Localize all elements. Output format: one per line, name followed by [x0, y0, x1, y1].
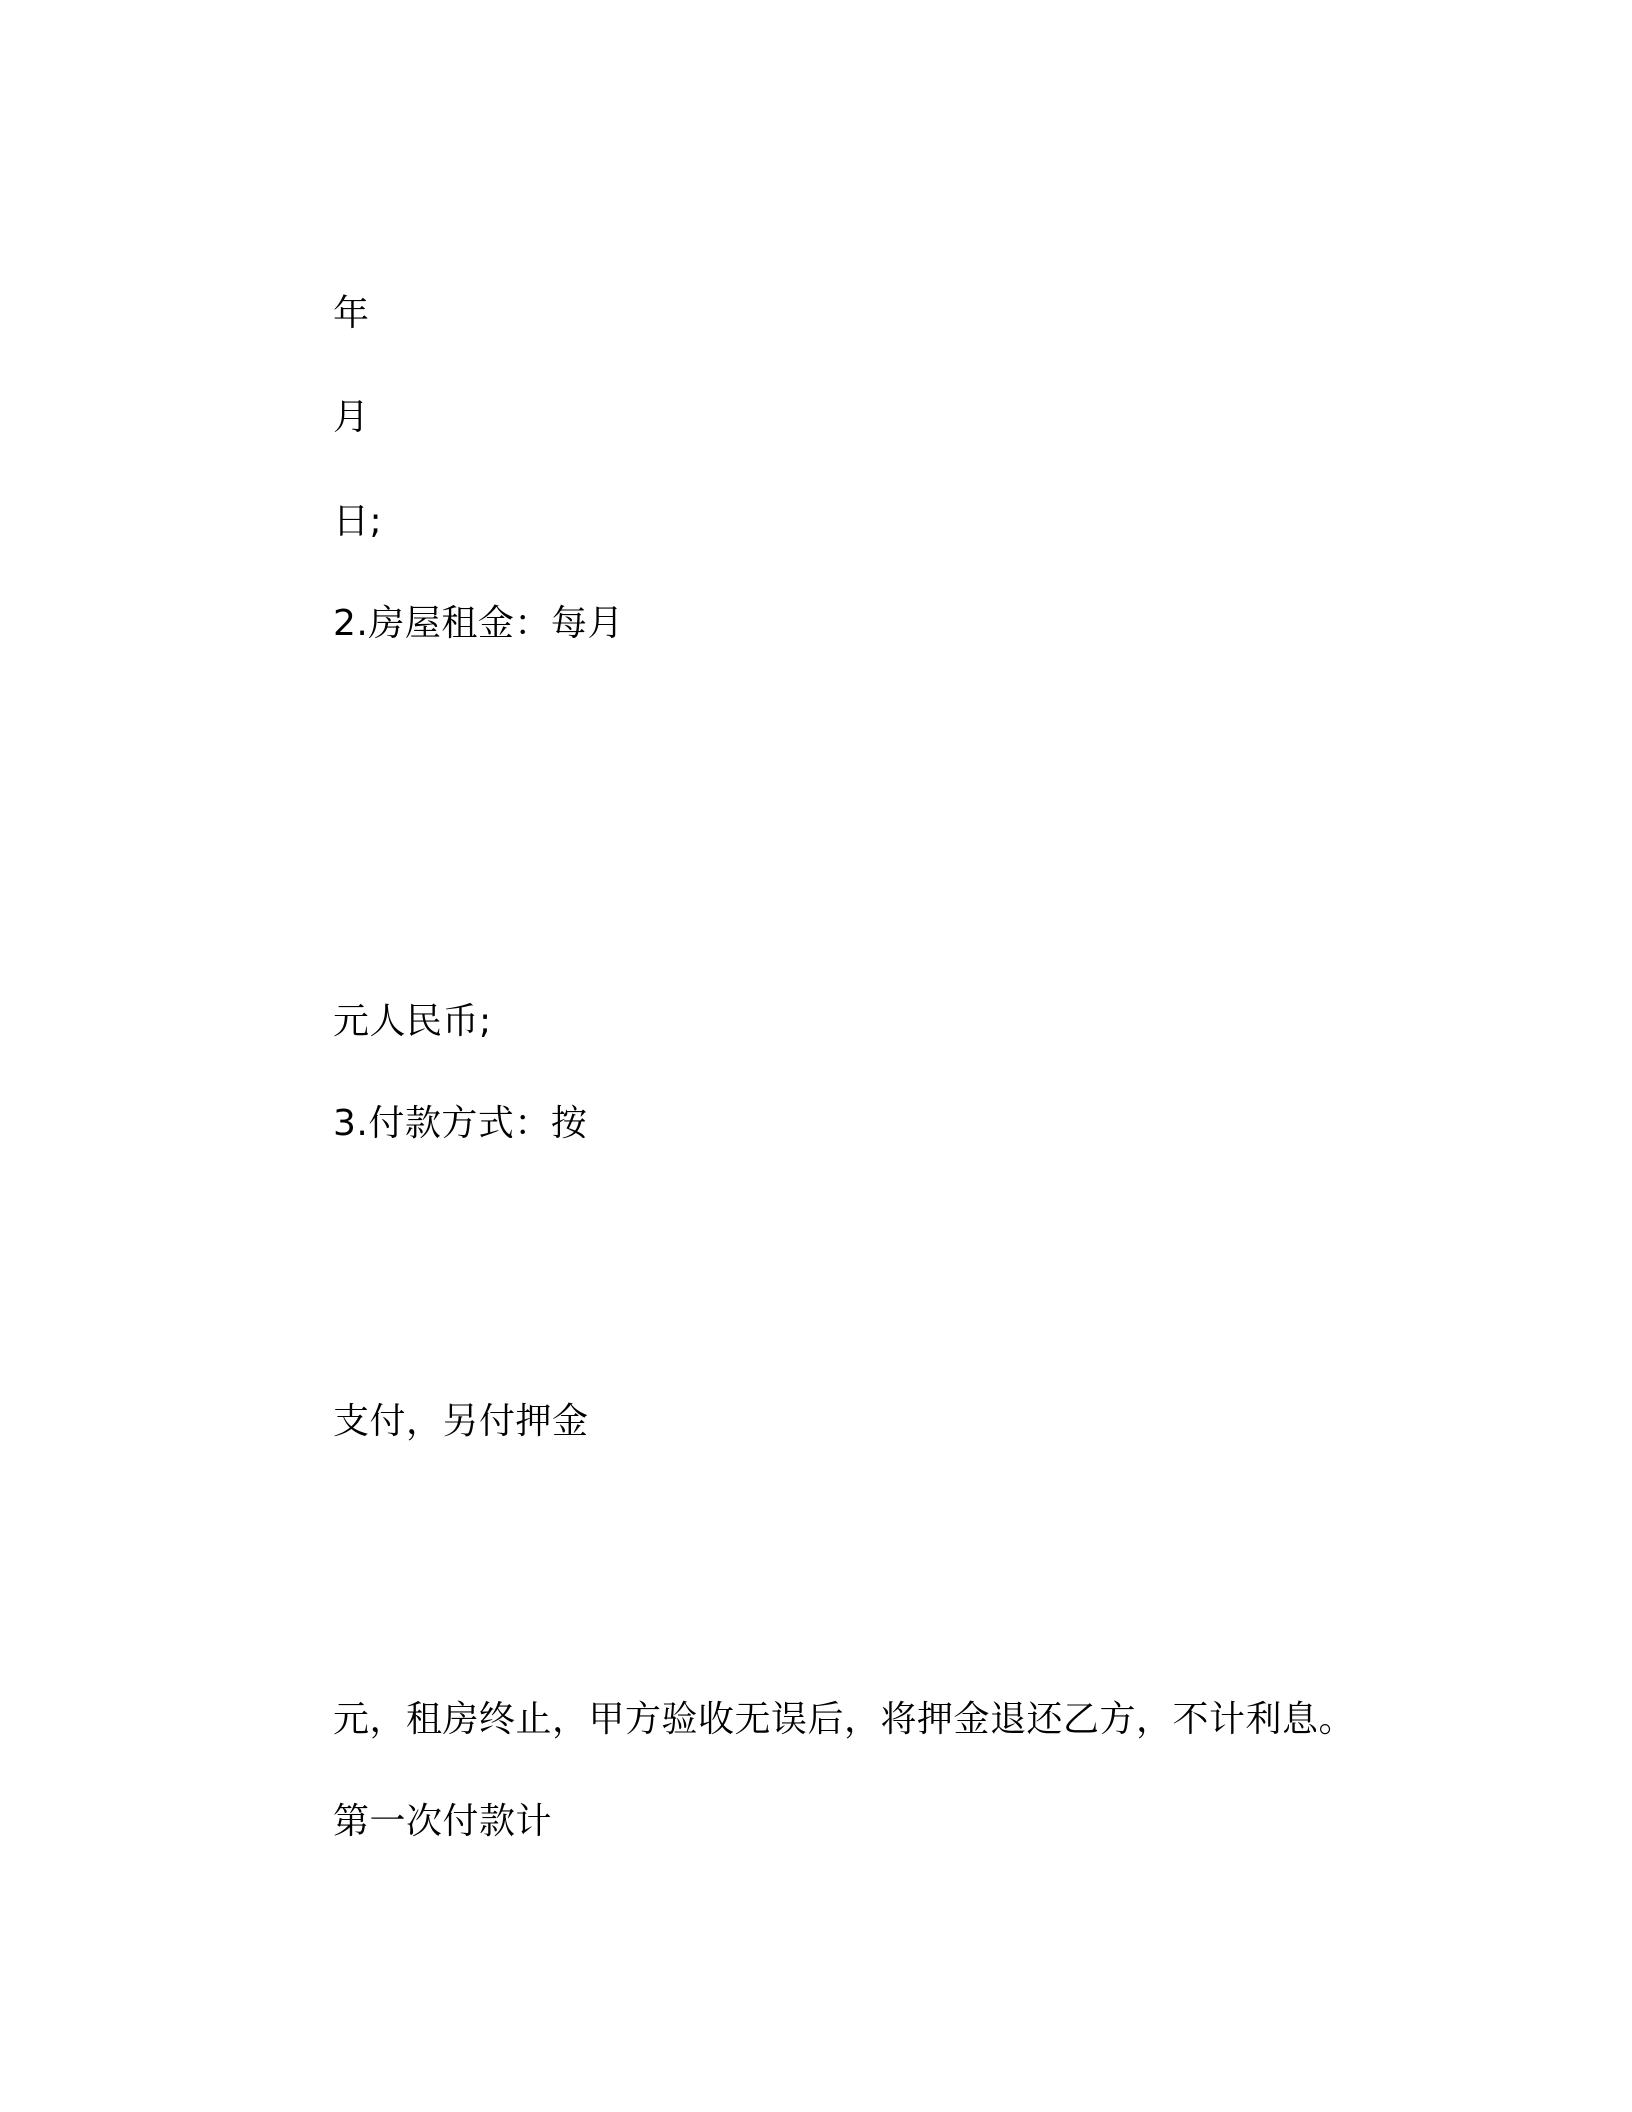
- text-line-day: 日;: [333, 501, 383, 542]
- text-line-deposit: 支付，另付押金: [333, 1401, 589, 1442]
- text-line-deposit-refund: 元，租房终止，甲方验收无误后，将押金退还乙方，不计利息。: [333, 1699, 1356, 1740]
- text-line-month: 月: [333, 397, 370, 438]
- text-line-currency: 元人民币;: [333, 1001, 492, 1042]
- text-line-first-payment: 第一次付款计: [333, 1801, 553, 1842]
- text-line-rent-clause: 2.房屋租金：每月: [333, 603, 624, 644]
- text-line-year: 年: [333, 293, 370, 334]
- text-line-payment-method: 3.付款方式：按: [333, 1103, 588, 1144]
